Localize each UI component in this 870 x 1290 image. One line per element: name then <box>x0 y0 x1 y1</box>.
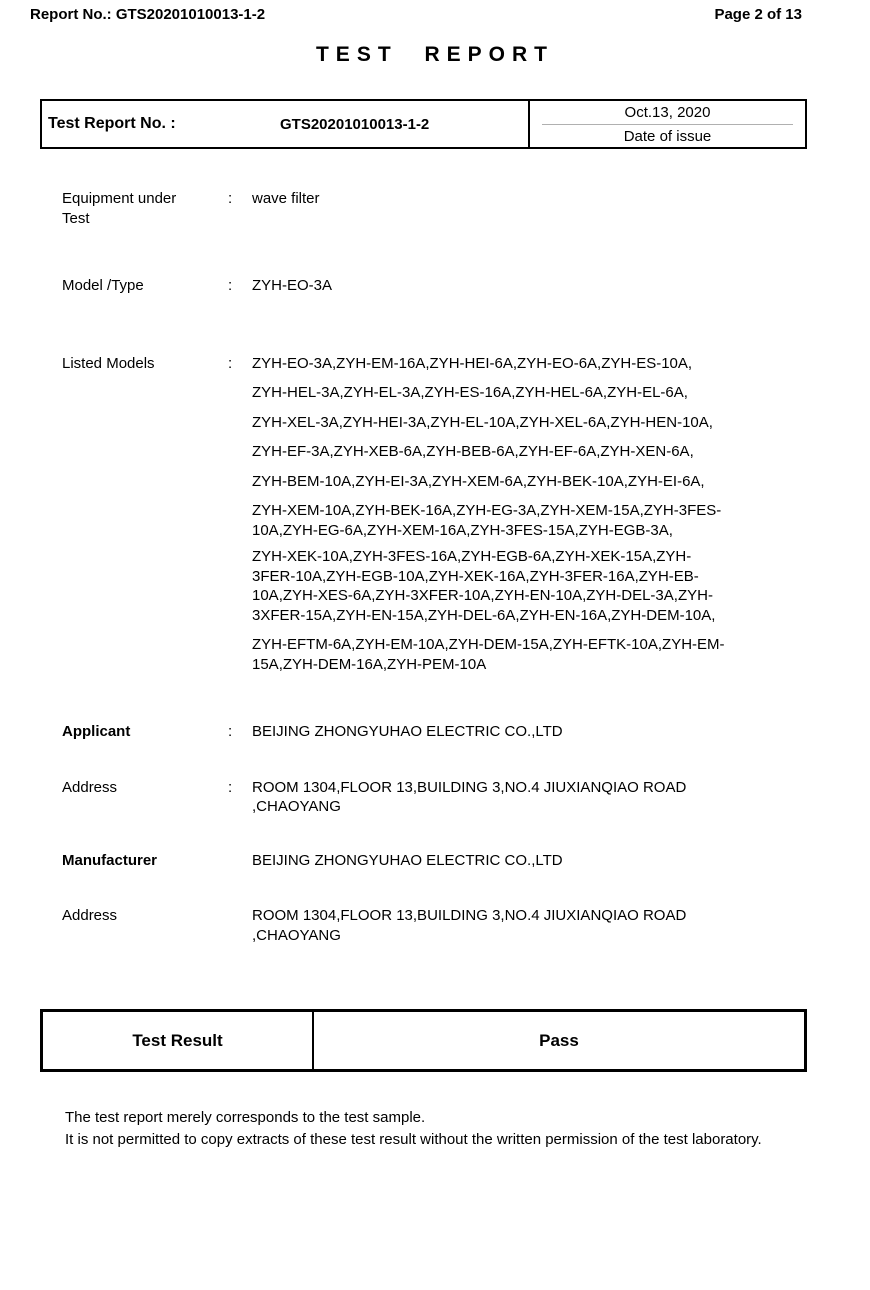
applicant-colon: : <box>228 723 233 740</box>
test-report-no-label: Test Report No. : <box>48 115 176 132</box>
applicant-value: BEIJING ZHONGYUHAO ELECTRIC CO.,LTD <box>252 723 563 740</box>
listed-models-line: ZYH-EO-3A,ZYH-EM-16A,ZYH-HEI-6A,ZYH-EO-6A,ZYH-ES-10A, <box>252 354 693 372</box>
listed-models-line: 3FER-10A,ZYH-EGB-10A,ZYH-XEK-16A,ZYH-3FER-16A,ZYH-EB- <box>252 567 699 585</box>
field-manufacturer <box>62 851 830 871</box>
manufacturer-address-label: Address <box>62 907 118 924</box>
field-equipment-under-test <box>62 189 830 228</box>
listed-models-colon: : <box>228 354 233 372</box>
equipment-colon: : <box>228 190 233 207</box>
issue-date-value: Oct.13, 2020 <box>624 103 711 121</box>
footer-disclaimer <box>65 1107 831 1150</box>
listed-models-line: 10A,ZYH-EG-6A,ZYH-XEM-16A,ZYH-3FES-15A,ZYH-EGB-3A, <box>252 521 673 539</box>
field-listed-models <box>62 354 830 675</box>
header-page-number: Page 2 of 13 <box>714 6 802 23</box>
date-separator-line <box>542 124 793 125</box>
applicant-address-label: Address <box>62 778 118 796</box>
listed-models-line: 3XFER-15A,ZYH-EN-15A,ZYH-DEL-6A,ZYH-EN-16A,ZYH-DEM-10A, <box>252 606 716 624</box>
test-result-table <box>40 1009 807 1072</box>
applicant-label: Applicant <box>62 723 131 740</box>
fields-section <box>40 189 830 945</box>
model-label: Model /Type <box>62 277 144 294</box>
page-header <box>0 0 870 23</box>
listed-models-line: ZYH-EF-3A,ZYH-XEB-6A,ZYH-BEB-6A,ZYH-EF-6A,ZYH-XEN-6A, <box>252 443 694 460</box>
field-model-type <box>62 276 830 296</box>
field-applicant-address <box>62 778 830 817</box>
test-report-no-value: GTS20201010013-1-2 <box>280 115 430 133</box>
report-number-cell <box>42 101 530 147</box>
listed-models-line: ZYH-EFTM-6A,ZYH-EM-10A,ZYH-DEM-15A,ZYH-EFTK-10A,ZYH-EM- <box>252 636 725 653</box>
header-report-no: Report No.: GTS20201010013-1-2 <box>30 6 266 23</box>
issue-date-cell <box>530 101 805 147</box>
listed-models-line: ZYH-XEK-10A,ZYH-3FES-16A,ZYH-EGB-6A,ZYH-XEK-15A,ZYH- <box>252 548 692 565</box>
manufacturer-value: BEIJING ZHONGYUHAO ELECTRIC CO.,LTD <box>252 851 563 869</box>
model-value: ZYH-EO-3A <box>252 277 333 294</box>
test-result-label: Test Result <box>43 1012 314 1069</box>
listed-models-line: 10A,ZYH-XES-6A,ZYH-3XFER-10A,ZYH-EN-10A,ZYH-DEL-3A,ZYH- <box>252 587 713 604</box>
manufacturer-address-colon <box>228 906 252 945</box>
listed-models-line: ZYH-XEL-3A,ZYH-HEI-3A,ZYH-EL-10A,ZYH-XEL-6A,ZYH-HEN-10A, <box>252 413 713 431</box>
date-of-issue-label: Date of issue <box>623 127 712 145</box>
report-number-table <box>40 99 807 149</box>
applicant-address-colon: : <box>228 778 233 796</box>
manufacturer-label: Manufacturer <box>62 851 158 869</box>
listed-models-label: Listed Models <box>62 354 155 372</box>
test-result-value: Pass <box>539 1030 579 1050</box>
listed-models-value <box>252 354 830 675</box>
listed-models-line: ZYH-HEL-3A,ZYH-EL-3A,ZYH-ES-16A,ZYH-HEL-6A,ZYH-EL-6A, <box>252 384 688 401</box>
manufacturer-colon <box>228 851 252 871</box>
listed-models-line: ZYH-XEM-10A,ZYH-BEK-16A,ZYH-EG-3A,ZYH-XEM-15A,ZYH-3FES- <box>252 502 722 519</box>
report-title: TEST REPORT <box>315 43 554 66</box>
field-manufacturer-address <box>62 906 830 945</box>
applicant-address-value: ROOM 1304,FLOOR 13,BUILDING 3,NO.4 JIUXIANQIAO ROAD ,CHAOYANG <box>252 778 687 815</box>
model-colon: : <box>228 277 233 294</box>
equipment-label: Equipment under Test <box>62 190 177 227</box>
manufacturer-address-value: ROOM 1304,FLOOR 13,BUILDING 3,NO.4 JIUXIANQIAO ROAD ,CHAOYANG <box>252 907 687 944</box>
disclaimer-line-1: The test report merely corresponds to the test sample. <box>65 1109 426 1126</box>
disclaimer-line-2: It is not permitted to copy extracts of these test result without the written permission of the test laboratory. <box>65 1130 762 1148</box>
listed-models-line: 15A,ZYH-DEM-16A,ZYH-PEM-10A <box>252 655 487 673</box>
listed-models-line: ZYH-BEM-10A,ZYH-EI-3A,ZYH-XEM-6A,ZYH-BEK-10A,ZYH-EI-6A, <box>252 472 705 490</box>
equipment-value: wave filter <box>252 190 320 207</box>
field-applicant <box>62 722 830 742</box>
